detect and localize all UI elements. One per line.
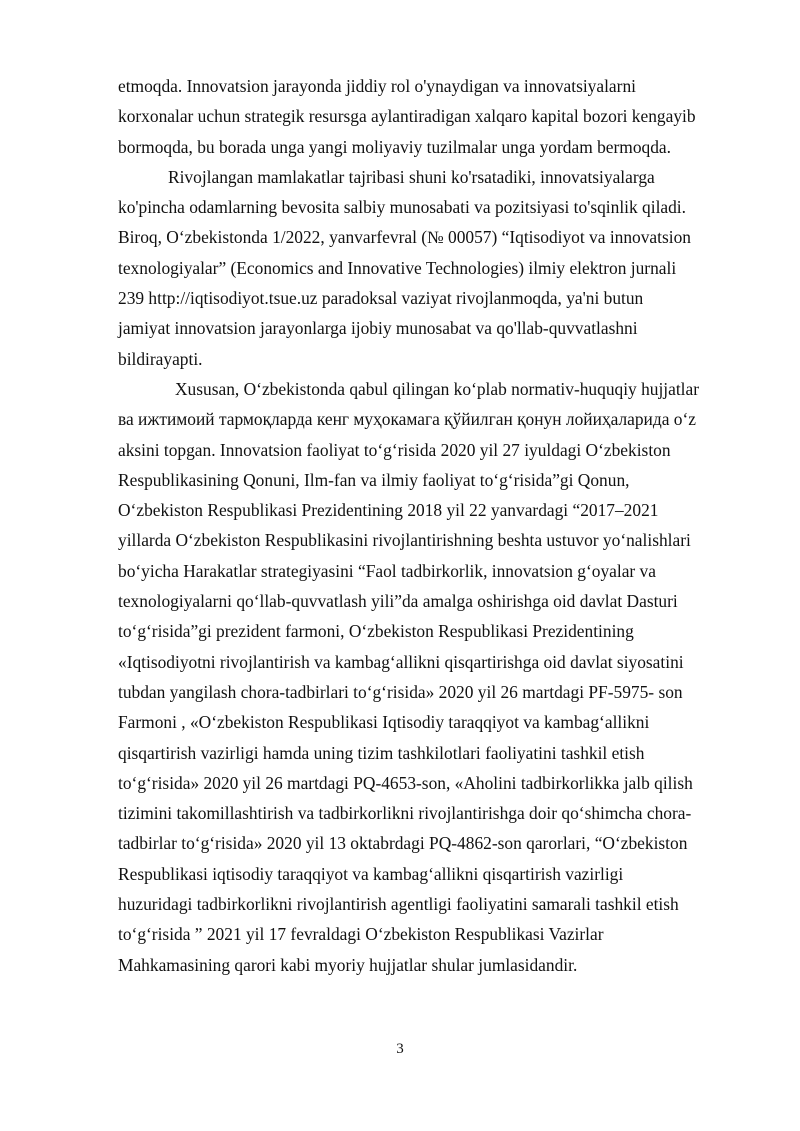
text-line: korxonalar uchun strategik resursga aylantiradigan xalqaro kapital bozori kengayib [118, 106, 696, 127]
text-line: ва ижтимоий тармоқларда кенг муҳокамага қўйилган қонун лойиҳаларида o‘z [118, 409, 696, 430]
text-line: tizimini takomillashtirish va tadbirkorlikni rivojlantirishga doir qo‘shimcha chora- [118, 803, 692, 824]
text-line: jamiyat innovatsion jarayonlarga ijobiy munosabat va qo'llab-quvvatlashni [118, 318, 638, 339]
text-line: yillarda O‘zbekiston Respublikasini rivojlantirishning beshta ustuvor yo‘nalishlari [118, 530, 691, 551]
text-line: aksini topgan. Innovatsion faoliyat to‘g‘risida 2020 yil 27 iyuldagi O‘zbekiston [118, 439, 671, 460]
text-line: Mahkamasining qarori kabi myoriy hujjatlar shular jumlasidandir. [118, 954, 578, 975]
text-line: qisqartirish vazirligi hamda uning tizim tashkilotlari faoliyatini tashkil etish [118, 742, 645, 763]
text-line: Xususan, O‘zbekistonda qabul qilingan ko‘plab normativ-huquqiy hujjatlar [175, 378, 700, 399]
text-line: Biroq, O‘zbekistonda 1/2022, yanvarfevral (№ 00057) “Iqtisodiyot va innovatsion [118, 227, 691, 248]
text-line: etmoqda. Innovatsion jarayonda jiddiy rol o'ynaydigan va innovatsiyalarni [118, 76, 636, 96]
text-line: 239 http://iqtisodiyot.tsue.uz paradoksal vaziyat rivojlanmoqda, ya'ni butun [118, 288, 644, 309]
text-line: ko'pincha odamlarning bevosita salbiy munosabati va pozitsiyasi to'sqinlik qiladi. [118, 197, 686, 218]
text-line: to‘g‘risida”gi prezident farmoni, O‘zbekiston Respublikasi Prezidentining [118, 621, 634, 642]
text-line: to‘g‘risida ” 2021 yil 17 fevraldagi O‘zbekiston Respublikasi Vazirlar [118, 924, 604, 945]
paragraph-3 [118, 374, 708, 980]
text-line: Respublikasining Qonuni, Ilm-fan va ilmiy faoliyat to‘g‘risida”gi Qonun, [118, 469, 630, 490]
text-line: Rivojlangan mamlakatlar tajribasi shuni ko'rsatadiki, innovatsiyalarga [168, 166, 655, 187]
text-line: bildirayapti. [118, 348, 203, 369]
text-line: bo‘yicha Harakatlar strategiyasini “Faol tadbirkorlik, innovatsion g‘oyalar va [118, 560, 656, 581]
text-line: to‘g‘risida» 2020 yil 26 martdagi PQ-4653-son, «Aholini tadbirkorlikka jalb qilish [118, 772, 693, 793]
paragraph-1 [118, 71, 708, 162]
paragraph-2 [118, 162, 708, 374]
text-line: Farmoni , «O‘zbekiston Respublikasi Iqtisodiy taraqqiyot va kambag‘allikni [118, 712, 650, 733]
body-text [118, 71, 708, 980]
text-line: tubdan yangilash chora-tadbirlari to‘g‘risida» 2020 yil 26 martdagi PF-5975- son [118, 681, 683, 702]
text-line: O‘zbekiston Respublikasi Prezidentining 2018 yil 22 yanvardagi “2017–2021 [118, 500, 659, 521]
text-line: «Iqtisodiyotni rivojlantirish va kambag‘allikni qisqartirishga oid davlat siyosatini [118, 651, 684, 672]
text-line: bormoqda, bu borada unga yangi moliyaviy tuzilmalar unga yordam bermoqda. [118, 136, 671, 157]
text-line: tadbirlar to‘g‘risida» 2020 yil 13 oktabrdagi PQ-4862-son qarorlari, “O‘zbekiston [118, 833, 688, 854]
text-line: texnologiyalar” (Economics and Innovative Technologies) ilmiy elektron jurnali [118, 257, 677, 278]
page-number: 3 [396, 1041, 404, 1057]
text-line: texnologiyalarni qo‘llab-quvvatlash yili”da amalga oshirishga oid davlat Dasturi [118, 591, 678, 612]
text-line: huzuridagi tadbirkorlikni rivojlantirish agentligi faoliyatini samarali tashkil etish [118, 894, 679, 915]
text-line: Respublikasi iqtisodiy taraqqiyot va kambag‘allikni qisqartirish vazirligi [118, 863, 624, 884]
